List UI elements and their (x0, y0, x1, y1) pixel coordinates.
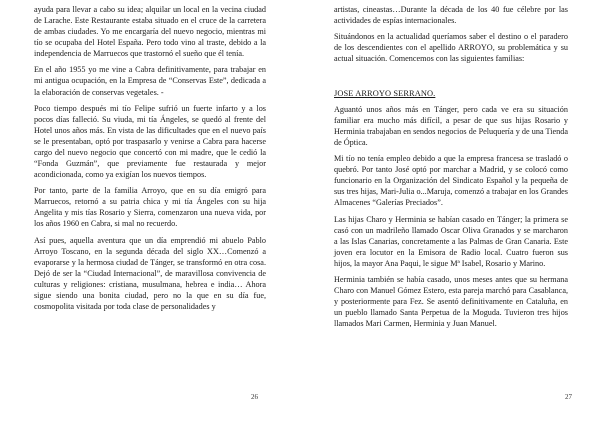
right-page-number: 27 (565, 393, 572, 401)
right-page (300, 0, 600, 424)
section-heading: JOSE ARROYO SERRANO. (334, 88, 436, 98)
section-spacer (334, 70, 568, 88)
left-page-number: 26 (251, 393, 258, 401)
right-paragraph-2: Situándonos en la actualidad queríamos saber el destino o el paradero de los descendientes con el apellido ARROYO, su problemática y su actual situación. Comencemos con las siguientes familias: (334, 32, 568, 64)
right-paragraph-4: Mi tío no tenía empleo debido a que la empresa francesa se trasladó o quebró. Por tanto José optó por marchar a Madrid, y se colocó como funcionario en la Organización del Sindicato Español y la pequeña de sus tres hijas, Mari-Julia o...Maruja, comenzó a trabajar en los Grandes Almacenes “Galerías Preciados”. (334, 154, 568, 208)
right-paragraph-6: Herminia también se había casado, unos meses antes que su hermana Charo con Manuel Gómez Estero, esta pareja marchó para Casablanca, y posteriormente para Fez. Se asentó definitivamente en Cataluña, en un pueblo llamado Santa Perpetua de la Moguda. Tuvieron tres hijos llamados Mari Carmen, Herminia y Juan Manuel. (334, 275, 568, 329)
left-paragraph-3: Poco tiempo después mi tío Felipe sufrió un fuerte infarto y a los pocos días falleció. Su viuda, mi tía Ángeles, se quedó al frente del Hotel unos años más. En vista de las dificultades que en el nuevo país se le presentaban, optó por traspasarlo y venirse a Cabra para hacerse cargo del nuevo negocio que concertó con mi madre, que le cedió la “Fonda Guzmán”, que previamente fue restaurada y mejor acondicionada, como ya exigían los nuevos tiempos. (34, 103, 266, 180)
left-paragraph-5: Así pues, aquella aventura que un día emprendió mi abuelo Pablo Arroyo Toscano, en la segunda década del siglo XX…Comenzó a evaporarse y la hermosa ciudad de Tánger, se transformó en otra cosa. Dejó de ser la “Ciudad Internacional”, de maravillosa convivencia de culturas y religiones: cristiana, musulmana, hebrea e india… Ahora sigue siendo una bonita ciudad, pero no la que en su día fue, cosmopolita visitada por toda clase de personalidades y (34, 235, 266, 311)
left-paragraph-4: Por tanto, parte de la familia Arroyo, que en su día emigró para Marruecos, retornó a su patria chica y mi tía Ángeles con su hija Angelita y mis tías Rosario y Sierra, comenzaron una nueva vida, por los años 1960 en Cabra, si mal no recuerdo. (34, 186, 266, 229)
right-paragraph-3: Aguantó unos años más en Tánger, pero cada ve era su situación familiar era mucho más difícil, a pesar de que sus hijas Rosario y Herminia trabajaban en sendos negocios de Peluquería y de una Tienda de Óptica. (334, 104, 568, 147)
left-paragraph-2: En el año 1955 yo me vine a Cabra definitivamente, para trabajar en mi antigua ocupación, en la Empresa de “Conservas Este”, dedicada a la elaboración de conservas vegetales. - (34, 65, 266, 97)
left-paragraph-1: ayuda para llevar a cabo su idea; alquilar un local en la vecina ciudad de Larache. Este Restaurante estaba situado en el cruce de la carretera de ambas ciudades. Yo me encargaría del nuevo negocio, mientras mi tío se ocupaba del Hotel España. Pero todo vino al traste, debido a la independencia de Marruecos que trastornó el sueño que él tenía. (34, 5, 266, 59)
right-paragraph-5: Las hijas Charo y Herminia se habían casado en Tánger; la primera se casó con un madrileño llamado Oscar Oliva Granados y se marcharon a las Islas Canarias, concretamente a las Palmas de Gran Canaria. Este joven era locutor en la Emisora de Radio local. Cuatro fueron sus hijos, la mayor Ana Paqui, le sigue Mª Isabel, Rosario y Marino. (334, 214, 568, 268)
right-text-column (334, 4, 568, 334)
left-text-column (34, 4, 266, 317)
right-paragraph-1: artistas, cineastas…Durante la década de los 40 fue célebre por las actividades de espías internacionales. (334, 5, 568, 26)
